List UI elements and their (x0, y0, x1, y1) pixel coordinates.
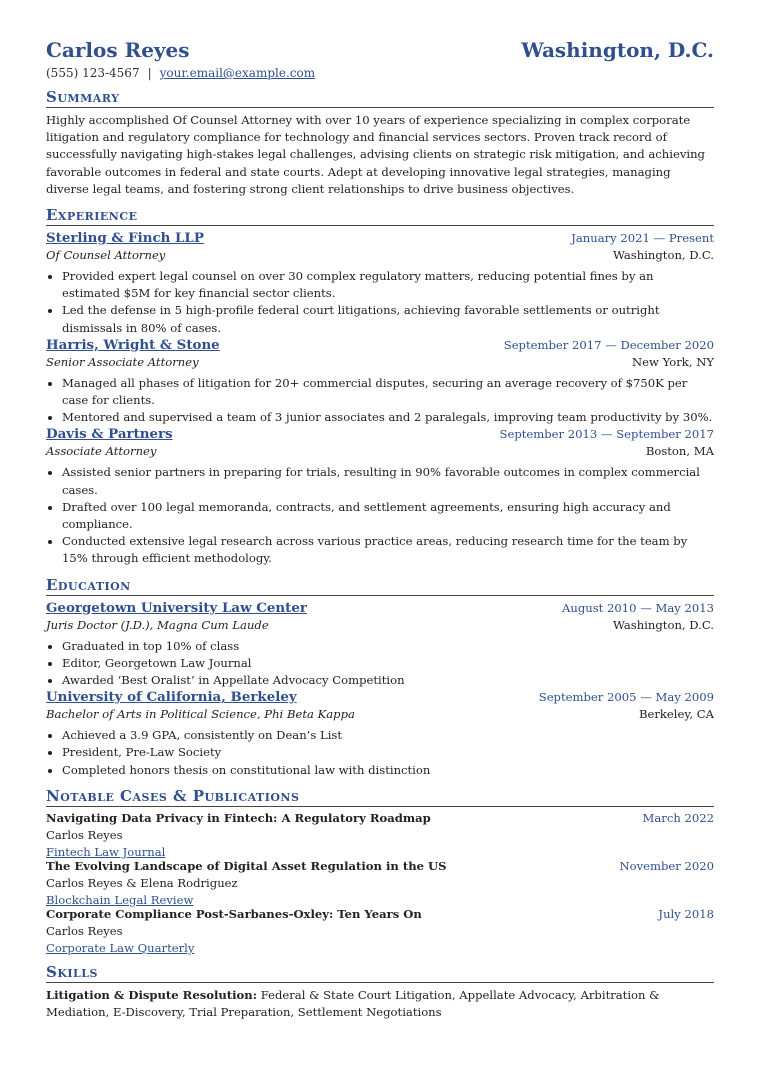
list-item: • Achieved a 3.9 GPA, consistently on Dean’s List (62, 727, 714, 744)
school-location: Berkeley, CA (638, 707, 714, 722)
achievement-list (46, 375, 714, 427)
employment-dates: September 2013 — September 2017 (499, 427, 714, 442)
contact-separator: | (147, 66, 152, 80)
job-title: Of Counsel Attorney (46, 248, 166, 263)
list-item: • Drafted over 100 legal memoranda, contracts, and settlement agreements, ensuring high accuracy and compliance. (62, 499, 714, 533)
employment-dates: September 2017 — December 2020 (503, 337, 714, 352)
honors-list (46, 638, 714, 690)
employment-dates: January 2021 — Present (571, 231, 714, 246)
phone-number: (555) 123-4567 (46, 66, 140, 80)
list-item: • Assisted senior partners in preparing for trials, resulting in 90% favorable outcomes in complex commercial cases. (62, 464, 714, 498)
publication-date: November 2020 (619, 858, 714, 873)
list-item: • President, Pre-Law Society (62, 744, 714, 761)
school-location: Washington, D.C. (612, 617, 714, 632)
section-title-experience: Experience (46, 206, 714, 226)
contact-line (46, 66, 714, 80)
list-item: • Led the defense in 5 high-profile federal court litigations, achieving favorable settlements or outright dismissals in 80% of cases. (62, 302, 714, 336)
publication-title: Corporate Compliance Post-Sarbanes-Oxley: Ten Years On (46, 906, 422, 921)
experience-entry (46, 230, 714, 337)
education-dates: September 2005 — May 2009 (538, 690, 714, 705)
degree: Juris Doctor (J.D.), Magna Cum Laude (46, 617, 269, 632)
publication-title: The Evolving Landscape of Digital Asset Regulation in the US (46, 858, 447, 873)
summary-text: Highly accomplished Of Counsel Attorney with over 10 years of experience specializing in complex corporate litigation and regulatory compliance for technology and financial services sectors. Proven track record of successfully navigating high-stakes legal challenges, advising clients on strategic risk mitigation, and achieving favorable outcomes in federal and state courts. Adept at developing innovative legal strategies, managing diverse legal teams, and fostering strong client relationships to drive business objectives. (46, 113, 705, 196)
section-title-education: Education (46, 576, 714, 596)
employer-link[interactable]: Sterling & Finch LLP (46, 230, 204, 247)
job-title: Associate Attorney (46, 444, 157, 459)
list-item: • Awarded ‘Best Oralist’ in Appellate Advocacy Competition (62, 672, 714, 689)
publication-authors: Carlos Reyes & Elena Rodriguez (46, 875, 238, 890)
school-link[interactable]: University of California, Berkeley (46, 689, 297, 706)
section-title-summary: Summary (46, 88, 714, 108)
job-location: Boston, MA (645, 444, 714, 459)
list-item: • Editor, Georgetown Law Journal (62, 655, 714, 672)
publication-venue-link[interactable]: Fintech Law Journal (46, 844, 166, 859)
email-link[interactable]: your.email@example.com (159, 66, 316, 80)
honors-list (46, 727, 714, 779)
job-title: Senior Associate Attorney (46, 354, 199, 369)
list-item: • Completed honors thesis on constitutional law with distinction (62, 762, 714, 779)
achievement-list (46, 464, 714, 567)
list-item: • Mentored and supervised a team of 3 junior associates and 2 paralegals, improving team productivity by 30%. (62, 409, 714, 426)
skills-list: Federal & State Court Litigation, Appellate Advocacy, Arbitration & Mediation, E-Discovery, Trial Preparation, Settlement Negotiations (46, 987, 660, 1020)
section-title-cases: Notable Cases & Publications (46, 787, 714, 807)
employer-link[interactable]: Harris, Wright & Stone (46, 336, 220, 353)
section-title-skills: Skills (46, 963, 714, 983)
publication-authors: Carlos Reyes (46, 923, 123, 938)
candidate-name: Carlos Reyes (46, 38, 190, 62)
education-dates: August 2010 — May 2013 (561, 600, 714, 615)
header (46, 38, 714, 62)
education-entry (46, 689, 714, 779)
school-link[interactable]: Georgetown University Law Center (46, 599, 307, 616)
education-entry (46, 600, 714, 690)
publication-venue-link[interactable]: Blockchain Legal Review (46, 892, 194, 907)
achievement-list (46, 268, 714, 337)
employer-link[interactable]: Davis & Partners (46, 426, 173, 443)
publication-venue-link[interactable]: Corporate Law Quarterly (46, 940, 195, 955)
list-item: • Managed all phases of litigation for 20+ commercial disputes, securing an average recovery of $750K per case for clients. (62, 375, 714, 409)
publication-title: Navigating Data Privacy in Fintech: A Regulatory Roadmap (46, 810, 431, 825)
experience-entry (46, 337, 714, 427)
publication-entry (46, 811, 714, 859)
publication-entry (46, 907, 714, 955)
publication-date: July 2018 (658, 906, 714, 921)
publication-entry (46, 859, 714, 907)
job-location: Washington, D.C. (612, 248, 714, 263)
skills-category: Litigation & Dispute Resolution: (46, 987, 257, 1002)
list-item: • Provided expert legal counsel on over 30 complex regulatory matters, reducing potential fines by an estimated $5M for key financial sector clients. (62, 268, 714, 302)
degree: Bachelor of Arts in Political Science, Phi Beta Kappa (46, 707, 355, 722)
job-location: New York, NY (632, 354, 714, 369)
list-item: • Graduated in top 10% of class (62, 638, 714, 655)
publication-authors: Carlos Reyes (46, 827, 123, 842)
header-location: Washington, D.C. (521, 38, 714, 62)
list-item: • Conducted extensive legal research across various practice areas, reducing research time for the team by 15% through efficient methodology. (62, 533, 714, 567)
skills-line (46, 987, 714, 1021)
publication-date: March 2022 (642, 810, 714, 825)
experience-entry (46, 426, 714, 567)
